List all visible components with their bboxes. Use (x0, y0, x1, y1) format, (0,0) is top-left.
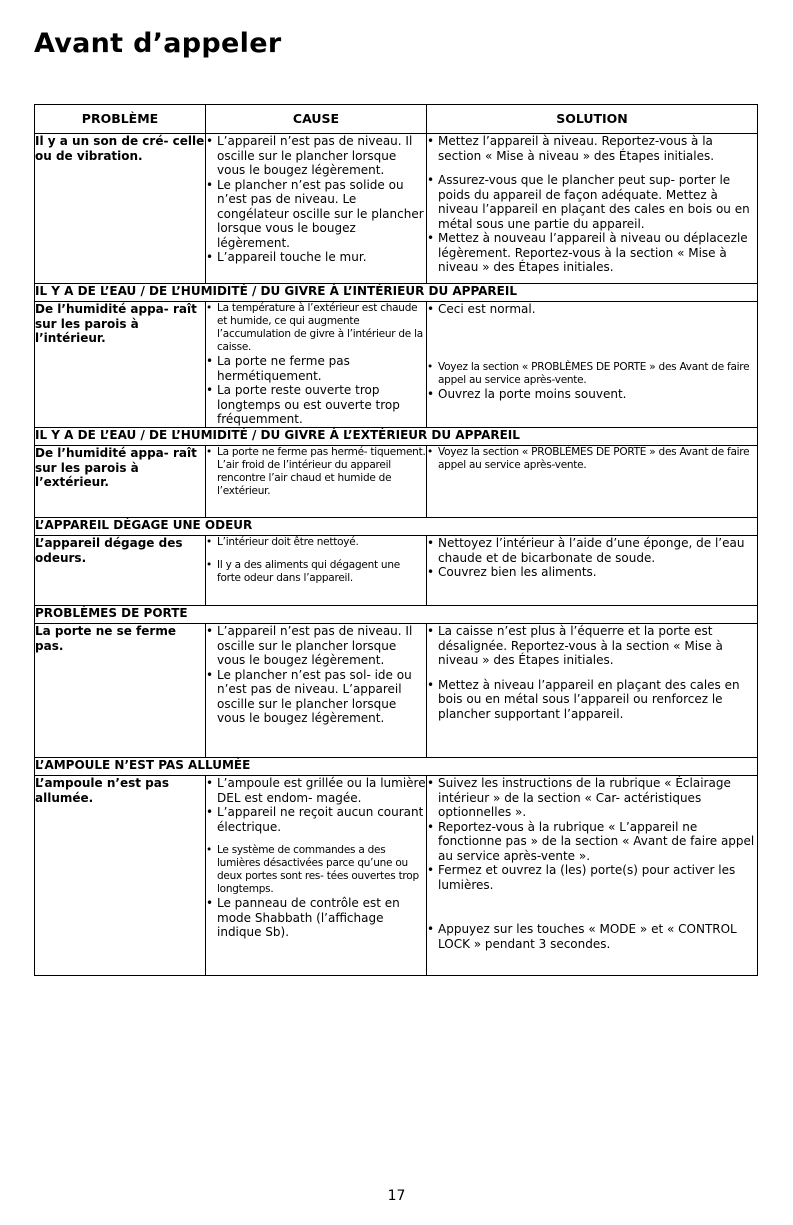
solution-cell (427, 624, 758, 758)
table-row (35, 446, 758, 518)
section-header-row (35, 428, 758, 446)
page-number: 17 (387, 1188, 406, 1204)
section-title: IL Y A DE L’EAU / DE L’HUMIDITÉ / DU GIVRE À L’INTÉRIEUR DU APPAREIL (35, 284, 758, 302)
cause-cell (206, 302, 427, 428)
cause-item: • Le plancher n’est pas sol- ide ou n’est pas de niveau. L’appareil oscille sur le plancher lorsque vous le bougez légèrement. (206, 668, 426, 726)
section-title: L’APPAREIL DÉGAGE UNE ODEUR (35, 518, 758, 536)
solution-item: • Mettez à nouveau l’appareil à niveau ou déplacezle légèrement. Reportez-vous à la section « Mise à niveau » des Étapes initiales. (427, 231, 757, 275)
cause-item: • L’appareil n’est pas de niveau. Il oscille sur le plancher lorsque vous le bougez légèrement. (206, 134, 426, 178)
solution-item: • Couvrez bien les aliments. (427, 565, 757, 580)
solution-item: • Assurez-vous que le plancher peut sup- porter le poids du appareil de façon adéquate. Mettez à niveau l’appareil en plaçant des cales en bois ou en métal sous une partie du appareil. (427, 173, 757, 231)
cause-cell (206, 624, 427, 758)
cause-item: • L’ampoule est grillée ou la lumière DEL est endom- magée. (206, 776, 426, 805)
solution-item: • Nettoyez l’intérieur à l’aide d’une éponge, de l’eau chaude et de bicarbonate de soude. (427, 536, 757, 565)
section-title: IL Y A DE L’EAU / DE L’HUMIDITÉ / DU GIVRE À L’EXTÉRIEUR DU APPAREIL (35, 428, 758, 446)
header-cause: CAUSE (206, 105, 427, 134)
cause-item: • Le système de commandes a des lumières désactivées parce qu’une ou deux portes sont res- tées ouvertes trop longtemps. (206, 844, 426, 896)
problem-cell: L’appareil dégage des odeurs. (35, 536, 206, 606)
table-row (35, 302, 758, 428)
problem-cell: L’ampoule n’est pas allumée. (35, 776, 206, 976)
solution-item: • Reportez-vous à la rubrique « L’appareil ne fonctionne pas » de la section « Avant de faire appel au service après-vente ». (427, 820, 757, 864)
cause-item: • La porte reste ouverte trop longtemps ou est ouverte trop fréquemment. (206, 383, 426, 427)
header-solution: SOLUTION (427, 105, 758, 134)
solution-cell (427, 446, 758, 518)
solution-item: • Ouvrez la porte moins souvent. (427, 387, 757, 402)
header-problem: PROBLÈME (35, 105, 206, 134)
cause-item: • Le panneau de contrôle est en mode Shabbath (l’affichage indique Sb). (206, 896, 426, 940)
solution-item: • Suivez les instructions de la rubrique « Éclairage intérieur » de la section « Car- actéristiques optionnelles ». (427, 776, 757, 820)
solution-item: • Mettez à niveau l’appareil en plaçant des cales en bois ou en métal sous l’appareil ou renforcez le plancher supportant l’appareil. (427, 678, 757, 722)
section-header-row (35, 758, 758, 776)
problem-cell: La porte ne se ferme pas. (35, 624, 206, 758)
solution-item: • Fermez et ouvrez la (les) porte(s) pour activer les lumières. (427, 863, 757, 892)
table-header-row (35, 105, 758, 134)
cause-cell (206, 536, 427, 606)
solution-cell (427, 536, 758, 606)
table-row (35, 624, 758, 758)
cause-item: • La porte ne ferme pas hermétiquement. (206, 354, 426, 383)
cause-item: • L’appareil ne reçoit aucun courant électrique. (206, 805, 426, 834)
cause-cell (206, 134, 427, 284)
problem-cell: De l’humidité appa- raît sur les parois à l’extérieur. (35, 446, 206, 518)
troubleshooting-table (34, 104, 758, 976)
table-row (35, 134, 758, 284)
section-title: L’AMPOULE N’EST PAS ALLUMÉE (35, 758, 758, 776)
solution-item: • Appuyez sur les touches « MODE » et « CONTROL LOCK » pendant 3 secondes. (427, 922, 757, 951)
solution-cell (427, 302, 758, 428)
solution-item: • Voyez la section « PROBLÈMES DE PORTE » des Avant de faire appel au service après-vente. (427, 446, 757, 472)
solution-item: • La caisse n’est plus à l’équerre et la porte est désalignée. Reportez-vous à la section « Mise à niveau » des Étapes initiales. (427, 624, 757, 668)
cause-item: • L’intérieur doit être nettoyé. (206, 536, 426, 549)
solution-item: • Voyez la section « PROBLÈMES DE PORTE » des Avant de faire appel au service après-vente. (427, 361, 757, 387)
cause-item: • La porte ne ferme pas hermé- tiquement. L’air froid de l’intérieur du appareil rencontre l’air chaud et humide de l’extérieur. (206, 446, 426, 498)
page-title: Avant d’appeler (34, 28, 282, 59)
table-row (35, 536, 758, 606)
cause-item: • Il y a des aliments qui dégagent une forte odeur dans l’appareil. (206, 559, 426, 585)
table-row (35, 776, 758, 976)
cause-cell (206, 446, 427, 518)
solution-cell (427, 134, 758, 284)
solution-item: • Mettez l’appareil à niveau. Reportez-vous à la section « Mise à niveau » des Étapes initiales. (427, 134, 757, 163)
solution-item: • Ceci est normal. (427, 302, 757, 317)
section-header-row (35, 606, 758, 624)
cause-item: • La température à l’extérieur est chaude et humide, ce qui augmente l’accumulation de givre à l’intérieur de la caisse. (206, 302, 426, 354)
section-header-row (35, 518, 758, 536)
cause-item: • Le plancher n’est pas solide ou n’est pas de niveau. Le congélateur oscille sur le plancher lorsque vous le bougez légèrement. (206, 178, 426, 251)
section-header-row (35, 284, 758, 302)
cause-item: • L’appareil n’est pas de niveau. Il oscille sur le plancher lorsque vous le bougez légèrement. (206, 624, 426, 668)
cause-item: • L’appareil touche le mur. (206, 250, 426, 265)
problem-cell: De l’humidité appa- raît sur les parois à l’intérieur. (35, 302, 206, 428)
problem-cell: Il y a un son de cré- celle ou de vibration. (35, 134, 206, 284)
cause-cell (206, 776, 427, 976)
section-title: PROBLÈMES DE PORTE (35, 606, 758, 624)
solution-cell (427, 776, 758, 976)
